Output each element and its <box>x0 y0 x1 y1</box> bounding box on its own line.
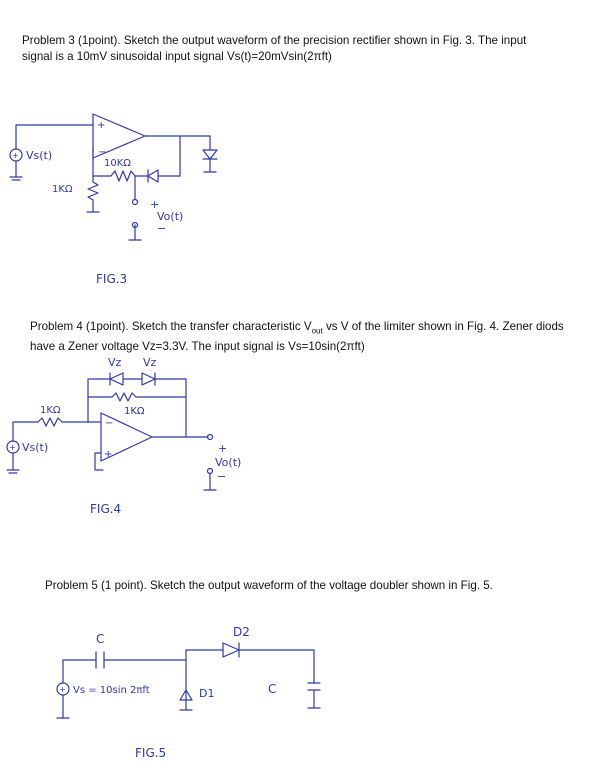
fig3-source-label: Vs(t) <box>26 149 53 162</box>
fig5-diode-2 <box>223 643 239 657</box>
fig5-circuit <box>57 643 320 718</box>
fig3-rg-label: 1KΩ <box>52 184 73 195</box>
fig5-d1-label: D1 <box>199 687 215 700</box>
fig3-circuit <box>10 114 217 240</box>
fig4-output-label: Vo(t) <box>215 456 242 469</box>
fig3-out-plus: + <box>150 198 160 211</box>
problem-3-line2: signal is a 10mV sinusoidal input signal Vs(t)=20mVsin(2πft) <box>22 50 332 63</box>
fig4-caption: FIG.4 <box>90 502 122 516</box>
fig4-source-label: Vs(t) <box>22 441 49 454</box>
fig5-c1-label: C <box>96 632 105 646</box>
fig4-zener-1 <box>110 373 142 385</box>
fig3-rf-label: 10KΩ <box>104 158 131 169</box>
svg-text:+: + <box>12 151 19 160</box>
fig3-caption: FIG.3 <box>96 272 128 286</box>
fig4-rf-label: 1KΩ <box>124 406 145 417</box>
fig4-out-minus: − <box>217 470 227 483</box>
fig4-zener2-label: Vz <box>143 356 157 369</box>
fig3-output-diode <box>203 136 217 172</box>
problem-4-line2: have a Zener voltage Vz=3.3V. The input signal is Vs=10sin(2πft) <box>30 340 365 354</box>
svg-text:−: − <box>105 418 114 429</box>
fig3-output-label: Vo(t) <box>157 210 184 223</box>
fig4-input-resistor <box>38 418 88 426</box>
fig5-caption: FIG.5 <box>135 746 167 760</box>
fig5-source-label: Vs = 10sin 2πft <box>73 685 150 696</box>
svg-text:+: + <box>9 443 16 452</box>
fig4-zener1-label: Vz <box>108 356 122 369</box>
fig4-circuit <box>7 373 216 490</box>
svg-text:+: + <box>104 449 113 460</box>
problem-4-line1: Problem 4 (1point). Sketch the transfer characteristic $V_{out}$ vs V of the limiter shown in Fig. 4. Zener diods <box>30 320 564 336</box>
fig3-ground-resistor <box>87 176 99 212</box>
fig3-feedback-diode <box>135 170 158 182</box>
fig5-c2-label: C <box>268 682 277 696</box>
svg-text:−: − <box>98 147 107 158</box>
fig5-diode-1 <box>180 690 192 710</box>
fig4-rin-label: 1KΩ <box>40 405 61 416</box>
svg-text:+: + <box>97 120 106 131</box>
fig5-capacitor-1 <box>96 652 104 668</box>
fig3-feedback-resistor <box>93 171 135 181</box>
fig4-zener-2 <box>142 373 155 385</box>
fig3-output-terminal <box>133 200 138 205</box>
fig3-out-minus: − <box>157 222 167 235</box>
problem-5-line1: Problem 5 (1 point). Sketch the output waveform of the voltage doubler shown in Fig. 5. <box>45 579 493 592</box>
fig4-out-plus: + <box>218 442 228 455</box>
svg-text:+: + <box>59 685 66 694</box>
problem-3-line1: Problem 3 (1point). Sketch the output waveform of the precision rectifier shown in Fig. 3. The input <box>22 34 527 47</box>
fig5-d2-label: D2 <box>233 625 250 639</box>
fig5-capacitor-2 <box>308 683 320 690</box>
